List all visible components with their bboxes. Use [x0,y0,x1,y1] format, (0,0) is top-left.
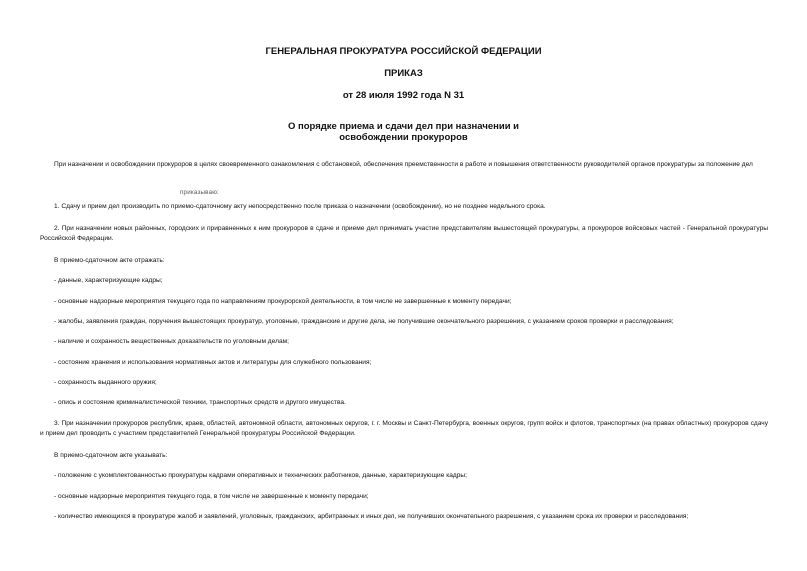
preamble-paragraph: При назначении и освобождении прокуроров в целях своевременного ознакомления с обстановкой, обеспечения преемственности в работе и повышения ответственности руководителей органов прокуратуры за положение дел [54,161,753,168]
orders-word: приказываю: [180,189,219,196]
list1-item-2: - основные надзорные мероприятия текущего года по направлениям прокурорской деятельности, в том числе не завершенные к моменту передачи; [54,298,512,305]
paragraph-1: 1. Сдачу и прием дел производить по приемо-сдаточному акту непосредственно после приказа о назначении (освобождении), но не позднее недельного срока. [54,203,546,210]
list2-item-2: - основные надзорные мероприятия текущего года, в том числе не завершенные к моменту передачи; [54,493,369,500]
paragraph-3: 3. При назначении прокуроров республик, краев, областей, автономной области, автономных округов, г. г. Москвы и Санкт-Петербурга, военных округов, групп войск и флотов, транспортных (на правах областных) прокуроров сдачу и прием дел проводить с участием представителей Генеральной прокуратуры Российской Федерации. [40,420,768,437]
list1-item-3: - жалобы, заявления граждан, поручения вышестоящих прокуратур, уголовные, гражданские и другие дела, не получившие окончательного разрешения, с указанием сроков проверки и расследования; [54,318,674,325]
list2-item-1: - положение с укомплектованностью прокуратуры кадрами оперативных и технических работников, данные, характеризующие кадры; [54,472,467,479]
list1-item-5: - состояние хранения и использования нормативных актов и литературы для служебного пользования; [54,359,372,366]
document-subject-line2: освобождении прокуроров [339,132,468,143]
list1-item-1: - данные, характеризующие кадры; [54,277,163,284]
act-intro-2: В приемо-сдаточном акте указывать: [54,452,168,459]
paragraph-2: 2. При назначении новых районных, городских и приравненных к ним прокуроров в сдаче и приеме дел принимать участие представителям вышестоящей прокуратуры, а прокуроров войсковых частей - Генеральной прокуратуры Российской Федерации. [40,225,768,242]
document-date-number: от 28 июля 1992 года N 31 [342,90,465,101]
list1-item-7: - опись и состояние криминалистической техники, транспортных средств и другого имущества. [54,399,346,406]
list1-item-4: - наличие и сохранность вещественных доказательств по уголовным делам; [54,338,289,345]
list1-item-6: - сохранность выданного оружия; [54,379,157,386]
act-intro-1: В приемо-сдаточном акте отражать: [54,257,165,264]
document-org-title: ГЕНЕРАЛЬНАЯ ПРОКУРАТУРА РОССИЙСКОЙ ФЕДЕРАЦИИ [265,46,542,57]
list2-item-3: - количество имеющихся в прокуратуре жалоб и заявлений, уголовных, гражданских, арбитражных и иных дел, не получивших окончательного разрешения, с указанием срока их проверки и расследования; [54,513,689,520]
document-type-title: ПРИКАЗ [384,68,423,79]
document-subject-line1: О порядке приема и сдачи дел при назначении и [287,121,520,132]
